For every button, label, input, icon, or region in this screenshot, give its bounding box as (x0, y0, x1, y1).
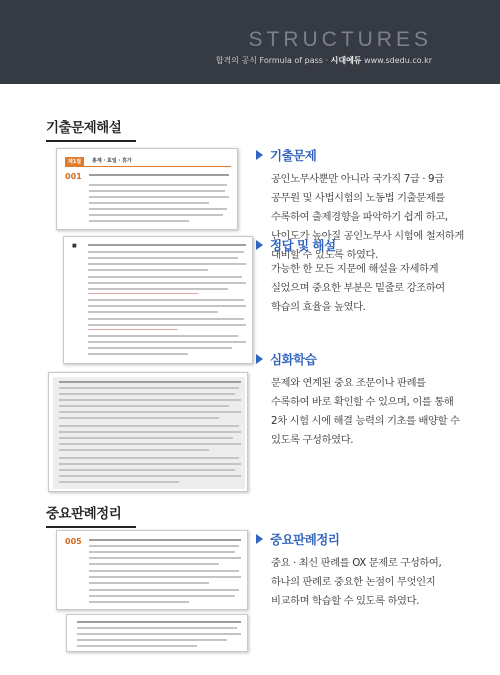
header-title: STRUCTURES (248, 28, 432, 51)
answer-page-thumbnail: ■ (63, 236, 253, 364)
case-number: 005 (65, 537, 82, 546)
feature-body: 문제와 연계된 중요 조문이나 판례를 수록하여 바로 확인할 수 있으며, 이를 통해 2차 시험 시에 해결 능력의 기초를 배양할 수 있도록 구성하였다. (271, 377, 460, 446)
chapter-tag: 제1절 (65, 157, 84, 166)
header-tagline: 합격의 공식 Formula of pass (215, 56, 323, 65)
section-heading-past-exam (46, 116, 121, 136)
feature-body: 가능한 한 모든 지문에 해설을 자세하게 실었으며 중요한 부분은 밑줄로 강조하여 학습의 효율을 높였다. (271, 263, 445, 313)
header-url: www.sdedu.co.kr (364, 56, 432, 65)
feature-title: 기출문제 (270, 148, 317, 163)
feature-key-cases (256, 530, 466, 611)
feature-body: 공인노무사뿐만 아니라 국가직 7급 · 9급 공무원 및 사법시험의 노동법 기출문제를 수록하여 출제경향을 파악하기 쉽게 하고, 난이도가 높아질 공인노무사 시험에 철저하게 대비할 수 있도록 하였다. (271, 173, 464, 261)
header-band (0, 0, 500, 84)
question-page-thumbnail (56, 148, 238, 230)
deep-study-page-thumbnail (48, 372, 248, 492)
section-heading-label: 기출문제해설 (46, 120, 122, 136)
feature-title: 중요판례정리 (270, 532, 340, 547)
key-cases-page-thumbnail (56, 530, 248, 610)
header-publisher: 시대에듀 (330, 56, 362, 65)
section-underline (46, 526, 136, 528)
feature-title: 정답 및 해설 (270, 238, 336, 253)
triangle-bullet-icon (256, 354, 263, 364)
triangle-bullet-icon (256, 534, 263, 544)
divider (65, 166, 231, 167)
chapter-tag-title: 총계 · 효일 · 휴가 (92, 158, 132, 164)
feature-title: 심화학습 (270, 352, 317, 367)
case-answer-page-thumbnail (66, 614, 248, 652)
section-heading-key-cases (46, 502, 121, 522)
header-subtitle: 합격의 공식 Formula of pass · 시대에듀 www.sdedu.co.kr (215, 56, 432, 65)
triangle-bullet-icon (256, 240, 263, 250)
section-heading-label: 중요판례정리 (46, 506, 122, 522)
triangle-bullet-icon (256, 150, 263, 160)
feature-answer-explanation (256, 236, 466, 317)
question-number: 001 (65, 172, 82, 181)
feature-deep-study (256, 350, 466, 450)
feature-body: 중요 · 최신 판례를 OX 문제로 구성하여, 하나의 판례로 중요한 논점이 무엇인지 비교하며 학습할 수 있도록 하였다. (271, 557, 442, 607)
section-underline (46, 140, 136, 142)
